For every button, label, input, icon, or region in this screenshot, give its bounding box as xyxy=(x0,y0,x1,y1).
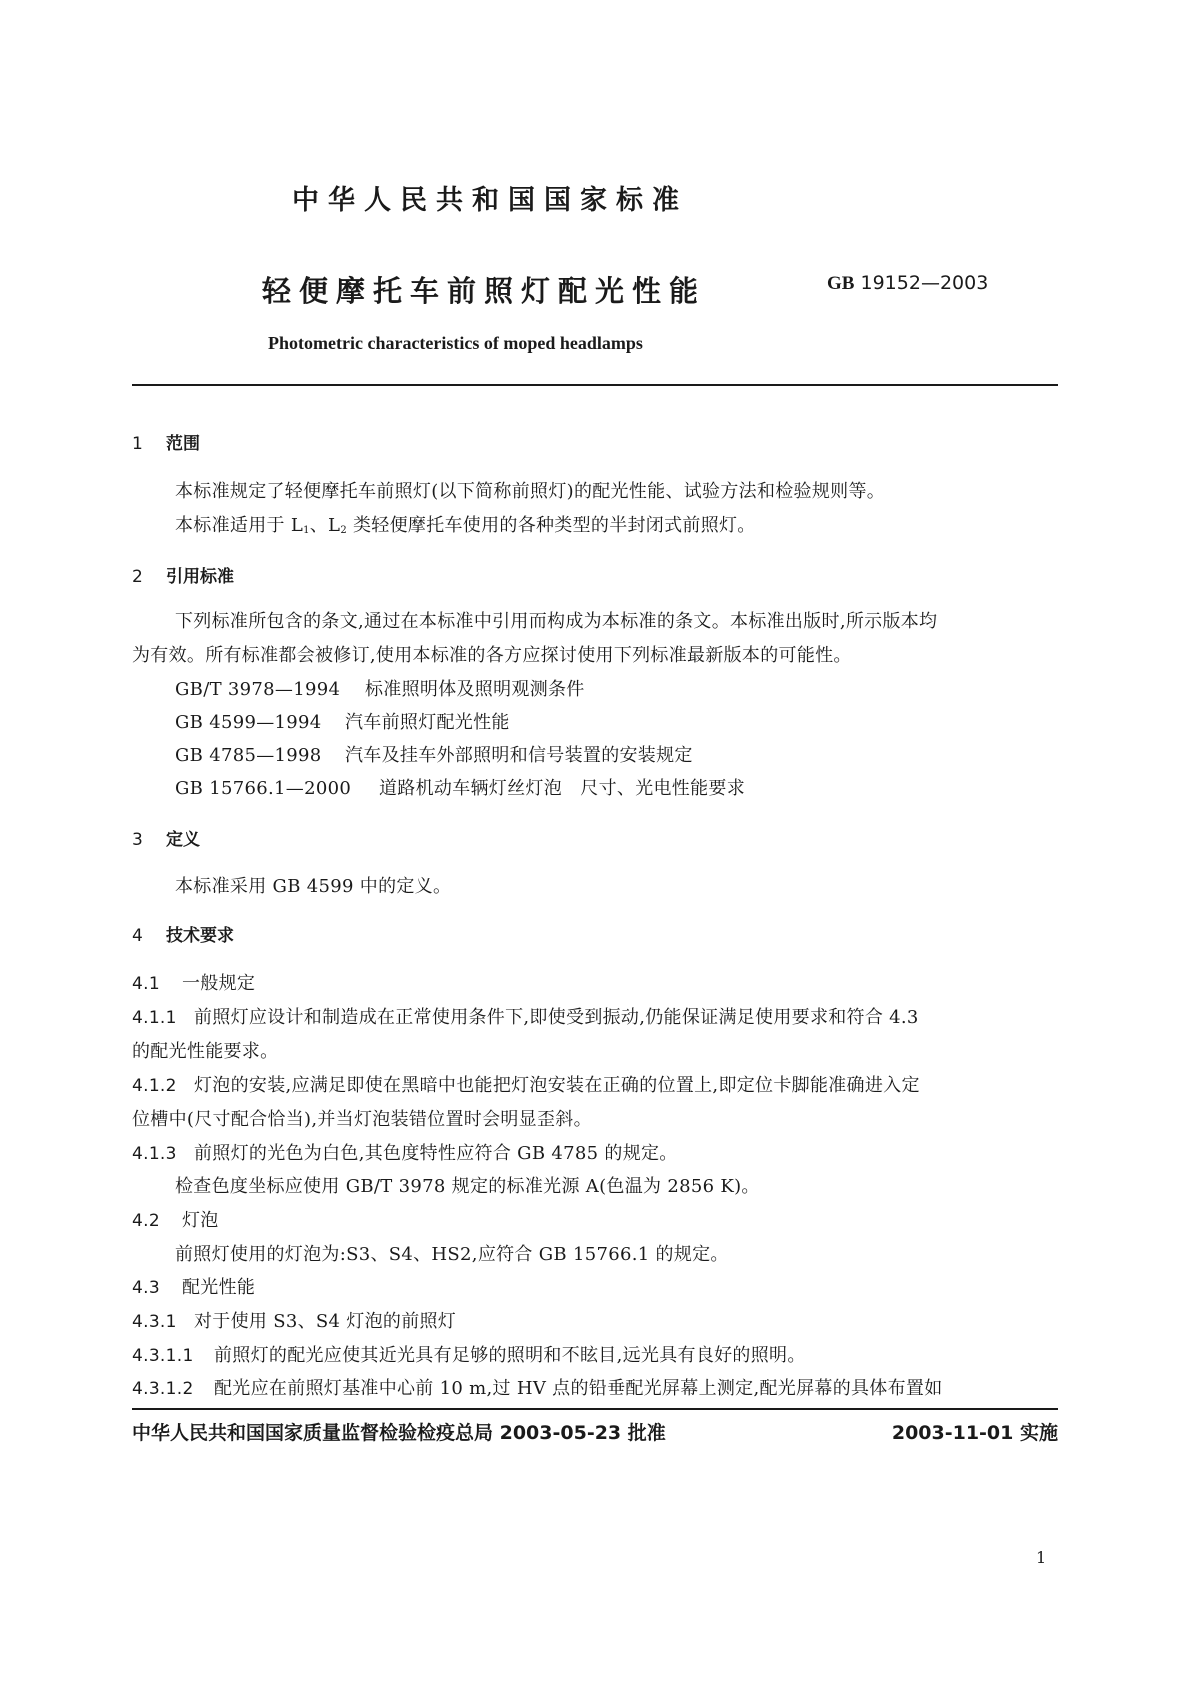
implementation-date: 2003-11-01 实施 xyxy=(891,1422,1058,1444)
clause-4-1-1-line-2: 的配光性能要求。 xyxy=(132,1041,279,1062)
section-1-paragraph-1: 本标准规定了轻便摩托车前照灯(以下简称前照灯)的配光性能、试验方法和检验规则等。 xyxy=(175,481,886,502)
section-3-paragraph: 本标准采用 GB 4599 中的定义。 xyxy=(175,876,452,897)
section-number: 4 xyxy=(132,926,143,946)
reference-item xyxy=(175,708,510,734)
section-1-paragraph-2 xyxy=(175,511,756,537)
section-number: 2 xyxy=(132,567,143,587)
clause-text: 前照灯的配光应使其近光具有足够的照明和不眩目,远光具有良好的照明。 xyxy=(214,1345,806,1366)
subscript: 2 xyxy=(340,525,347,536)
text-run: 本标准适用于 L xyxy=(175,515,304,536)
section-2-heading xyxy=(132,562,234,587)
clause-4-1-2-line-2: 位槽中(尺寸配合恰当),并当灯泡装错位置时会明显歪斜。 xyxy=(132,1109,592,1130)
standard-code xyxy=(827,272,988,295)
section-title: 定义 xyxy=(166,830,200,850)
subscript: 1 xyxy=(303,525,310,536)
clause-label: 一般规定 xyxy=(182,973,256,994)
header-rule xyxy=(132,384,1058,386)
clause-text: 前照灯应设计和制造成在正常使用条件下,即使受到振动,仍能保证满足使用要求和符合 4.3 xyxy=(194,1007,919,1028)
text-run: 、L xyxy=(309,515,341,536)
section-number: 3 xyxy=(132,830,143,850)
reference-code: GB 4599—1994 xyxy=(175,712,322,733)
clause-4-2 xyxy=(132,1206,219,1232)
clause-4-1-1-line-1 xyxy=(132,1003,919,1029)
clause-4-2-paragraph: 前照灯使用的灯泡为:S3、S4、HS2,应符合 GB 15766.1 的规定。 xyxy=(175,1244,729,1265)
section-2-paragraph-line-2: 为有效。所有标准都会被修订,使用本标准的各方应探讨使用下列标准最新版本的可能性。 xyxy=(132,645,852,666)
clause-4-1 xyxy=(132,969,255,995)
reference-title: 标准照明体及照明观测条件 xyxy=(365,679,585,700)
reference-code: GB 4785—1998 xyxy=(175,745,322,766)
clause-number: 4.1.1 xyxy=(132,1008,177,1028)
reference-item xyxy=(175,675,585,701)
clause-4-3-1-2 xyxy=(132,1374,943,1400)
code-number: 19152—2003 xyxy=(860,272,989,294)
reference-title: 道路机动车辆灯丝灯泡 尺寸、光电性能要求 xyxy=(379,778,745,799)
section-2-paragraph-line-1: 下列标准所包含的条文,通过在本标准中引用而构成为本标准的条文。本标准出版时,所示版本均 xyxy=(175,611,938,632)
national-standard-label: 中华人民共和国国家标准 xyxy=(292,185,688,216)
text-run: 类轻便摩托车使用的各种类型的半封闭式前照灯。 xyxy=(346,515,756,536)
clause-4-1-2-line-1 xyxy=(132,1071,920,1097)
reference-title: 汽车前照灯配光性能 xyxy=(345,712,510,733)
section-title: 引用标准 xyxy=(166,567,234,587)
clause-label: 配光性能 xyxy=(182,1277,256,1298)
clause-label: 灯泡 xyxy=(182,1210,219,1231)
clause-number: 4.3.1.2 xyxy=(132,1379,194,1399)
footer-rule xyxy=(132,1408,1058,1410)
clause-4-3 xyxy=(132,1273,255,1299)
reference-code: GB 15766.1—2000 xyxy=(175,778,352,799)
reference-item xyxy=(175,741,693,767)
section-title: 技术要求 xyxy=(166,926,234,946)
clause-number: 4.1.3 xyxy=(132,1144,177,1164)
clause-number: 4.1 xyxy=(132,974,160,994)
clause-label: 对于使用 S3、S4 灯泡的前照灯 xyxy=(194,1311,457,1332)
english-title: Photometric characteristics of moped headlamps xyxy=(268,333,643,353)
section-1-heading xyxy=(132,429,200,454)
document-title: 轻便摩托车前照灯配光性能 xyxy=(262,274,707,308)
reference-code: GB/T 3978—1994 xyxy=(175,679,341,700)
reference-title: 汽车及挂车外部照明和信号装置的安装规定 xyxy=(345,745,693,766)
section-title: 范围 xyxy=(166,434,200,454)
page-number: 1 xyxy=(1036,1548,1047,1567)
clause-4-3-1 xyxy=(132,1307,456,1333)
approval-line: 中华人民共和国国家质量监督检验检疫总局 2003-05-23 批准 xyxy=(132,1422,666,1444)
clause-number: 4.1.2 xyxy=(132,1076,177,1096)
clause-4-3-1-1 xyxy=(132,1341,806,1367)
clause-number: 4.3.1.1 xyxy=(132,1346,194,1366)
clause-4-1-3-line-2: 检查色度坐标应使用 GB/T 3978 规定的标准光源 A(色温为 2856 K)。 xyxy=(175,1176,760,1197)
clause-number: 4.3.1 xyxy=(132,1312,177,1332)
reference-item xyxy=(175,774,745,800)
section-3-heading xyxy=(132,825,200,850)
clause-number: 4.2 xyxy=(132,1211,160,1231)
clause-number: 4.3 xyxy=(132,1278,160,1298)
clause-text: 前照灯的光色为白色,其色度特性应符合 GB 4785 的规定。 xyxy=(194,1143,678,1164)
section-number: 1 xyxy=(132,434,143,454)
code-prefix: GB xyxy=(827,273,855,294)
clause-text: 配光应在前照灯基准中心前 10 m,过 HV 点的铅垂配光屏幕上测定,配光屏幕的具体布置如 xyxy=(214,1378,943,1399)
clause-text: 灯泡的安装,应满足即使在黑暗中也能把灯泡安装在正确的位置上,即定位卡脚能准确进入定 xyxy=(194,1075,920,1096)
section-4-heading xyxy=(132,921,234,946)
clause-4-1-3-line-1 xyxy=(132,1139,678,1165)
